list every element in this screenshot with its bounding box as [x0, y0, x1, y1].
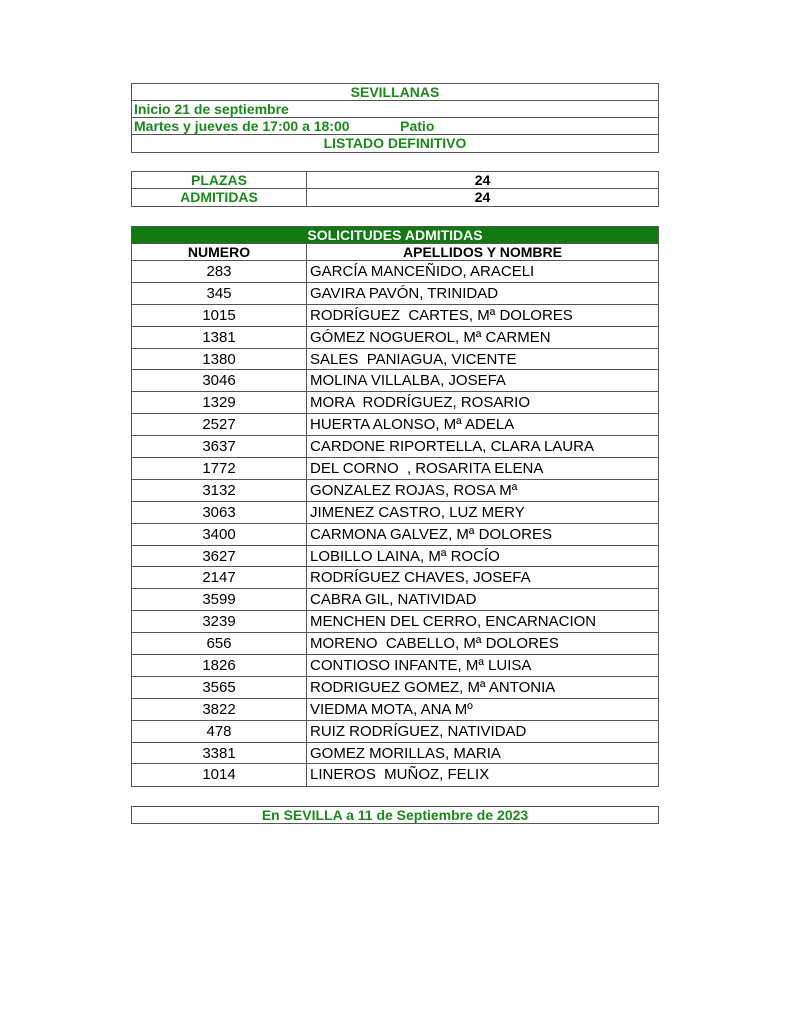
table-row [132, 458, 658, 480]
table-row [132, 305, 658, 327]
applicant-name: JIMENEZ CASTRO, LUZ MERY [310, 503, 525, 521]
applicant-number: 3637 [132, 436, 307, 457]
applicant-name: LOBILLO LAINA, Mª ROCÍO [310, 547, 500, 565]
table-row [132, 283, 658, 305]
table-row [132, 633, 658, 655]
applicant-number: 1015 [132, 305, 307, 326]
applicant-number: 3627 [132, 546, 307, 567]
applicant-number: 2147 [132, 567, 307, 588]
applicant-number: 3565 [132, 677, 307, 698]
table-row [132, 677, 658, 699]
applicant-number: 2527 [132, 414, 307, 435]
table-row [132, 764, 658, 786]
applicant-name: GAVIRA PAVÓN, TRINIDAD [310, 284, 499, 302]
applicant-number: 1329 [132, 392, 307, 413]
table-row [132, 370, 658, 392]
applicant-number: 3381 [132, 743, 307, 764]
admitidas-value: 24 [474, 189, 491, 205]
table-row [132, 414, 658, 436]
table-row [132, 524, 658, 546]
applicant-number: 1014 [132, 764, 307, 786]
applicant-number: 3239 [132, 611, 307, 632]
table-row [132, 436, 658, 458]
course-title: SEVILLANAS [132, 84, 658, 101]
applicant-number: 3400 [132, 524, 307, 545]
applicant-name: GARCÍA MANCEÑIDO, ARACELI [310, 263, 535, 280]
table-row [132, 721, 658, 743]
admitidas-label: ADMITIDAS [132, 189, 307, 206]
footer-date: En SEVILLA a 11 de Septiembre de 2023 [131, 806, 659, 824]
plazas-row [132, 172, 658, 189]
applicant-name: DEL CORNO , ROSARITA ELENA [310, 460, 544, 478]
applicant-name: GONZALEZ ROJAS, ROSA Mª [310, 481, 518, 499]
applicant-name: CARDONE RIPORTELLA, CLARA LAURA [310, 438, 594, 456]
applicant-number: 1772 [132, 458, 307, 479]
table-row [132, 480, 658, 502]
applicant-name: RODRIGUEZ GOMEZ, Mª ANTONIA [310, 678, 556, 696]
list-title: SOLICITUDES ADMITIDAS [132, 227, 658, 244]
table-row [132, 743, 658, 765]
applicant-name: MORA RODRÍGUEZ, ROSARIO [310, 394, 531, 412]
header-box [131, 83, 659, 153]
applicant-number: 3822 [132, 699, 307, 720]
applicant-name: RODRÍGUEZ CARTES, Mª DOLORES [310, 306, 573, 324]
table-row [132, 589, 658, 611]
applicant-number: 656 [132, 633, 307, 654]
applicant-name: GOMEZ MORILLAS, MARIA [310, 744, 501, 762]
list-subtitle: LISTADO DEFINITIVO [323, 135, 467, 151]
applicant-number: 1381 [132, 327, 307, 348]
applicant-name: CARMONA GALVEZ, Mª DOLORES [310, 525, 552, 543]
table-row [132, 546, 658, 568]
table-row [132, 655, 658, 677]
table-row [132, 611, 658, 633]
applicant-name: RUIZ RODRÍGUEZ, NATIVIDAD [310, 722, 527, 740]
table-row [132, 392, 658, 414]
applicant-name: HUERTA ALONSO, Mª ADELA [310, 416, 515, 434]
applicant-name: MENCHEN DEL CERRO, ENCARNACION [310, 613, 597, 631]
applicant-name: MOLINA VILLALBA, JOSEFA [310, 372, 506, 390]
applicant-number: 1380 [132, 349, 307, 370]
admitidas-row [132, 189, 658, 206]
applicant-number: 283 [132, 261, 307, 282]
applicant-name: VIEDMA MOTA, ANA Mº [310, 700, 473, 718]
plazas-label: PLAZAS [132, 172, 307, 188]
applicant-name: RODRÍGUEZ CHAVES, JOSEFA [310, 569, 531, 587]
column-header-number: NUMERO [132, 244, 307, 260]
table-row [132, 502, 658, 524]
applicant-number: 345 [132, 283, 307, 304]
table-row [132, 699, 658, 721]
table-header [132, 244, 658, 261]
counts-box [131, 171, 659, 207]
applicant-number: 3132 [132, 480, 307, 501]
applicant-number: 1826 [132, 655, 307, 676]
table-row [132, 327, 658, 349]
applicant-name: SALES PANIAGUA, VICENTE [310, 350, 517, 368]
admitted-list [131, 226, 659, 787]
applicant-number: 478 [132, 721, 307, 742]
table-row [132, 261, 658, 283]
start-date: Inicio 21 de septiembre [132, 101, 658, 118]
table-row [132, 349, 658, 371]
applicant-number: 3599 [132, 589, 307, 610]
table-body [132, 261, 658, 786]
applicant-number: 3046 [132, 370, 307, 391]
applicant-name: MORENO CABELLO, Mª DOLORES [310, 635, 559, 653]
table-row [132, 567, 658, 589]
applicant-name: GÓMEZ NOGUEROL, Mª CARMEN [310, 328, 551, 346]
schedule: Martes y jueves de 17:00 a 18:00 Patio [132, 118, 658, 135]
applicant-number: 3063 [132, 502, 307, 523]
applicant-name: CABRA GIL, NATIVIDAD [310, 591, 477, 609]
applicant-name: CONTIOSO INFANTE, Mª LUISA [310, 657, 532, 675]
column-header-name: APELLIDOS Y NOMBRE [403, 244, 562, 260]
plazas-value: 24 [474, 172, 491, 188]
applicant-name: LINEROS MUÑOZ, FELIX [310, 766, 490, 784]
